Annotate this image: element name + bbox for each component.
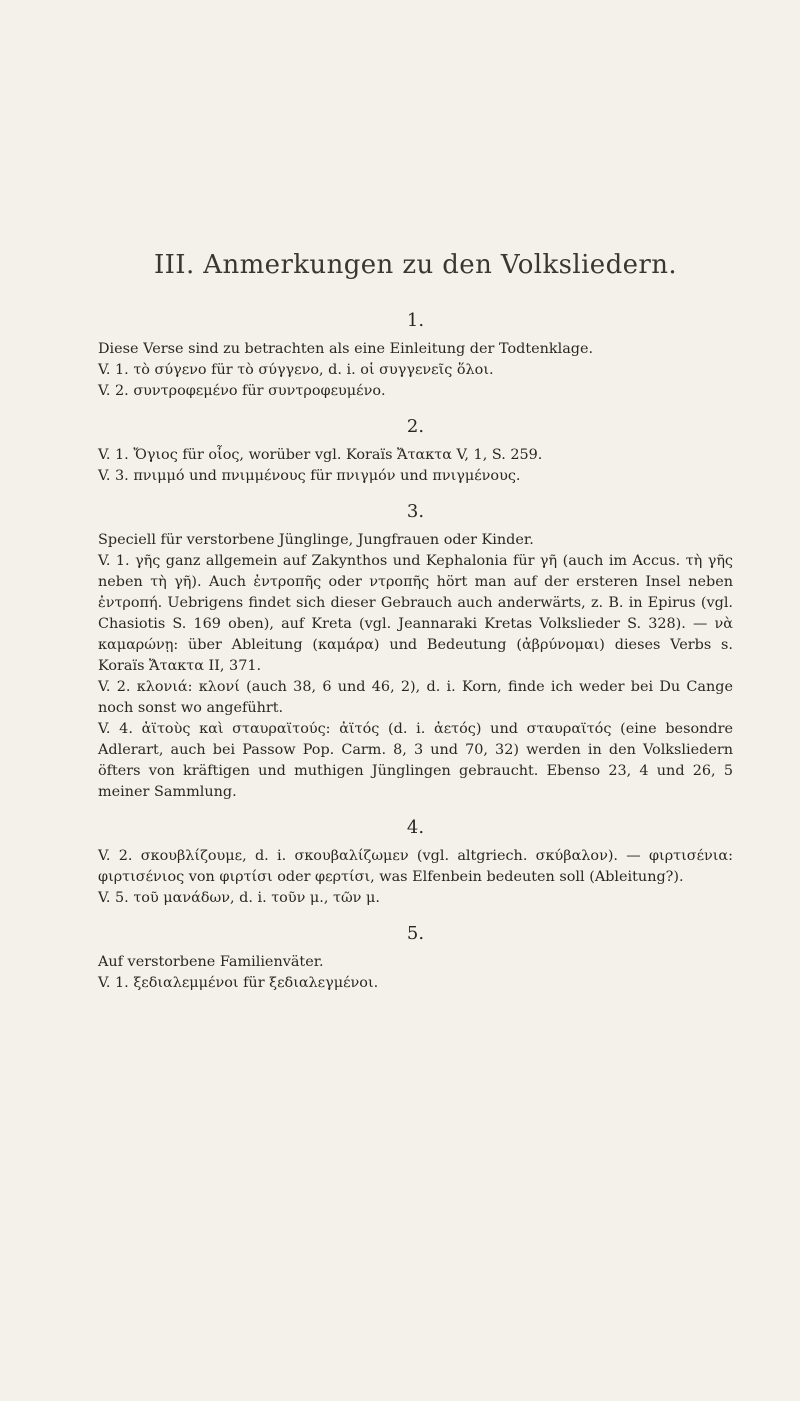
section-3 bbox=[98, 501, 733, 803]
section-2 bbox=[98, 416, 733, 487]
section-5 bbox=[98, 923, 733, 994]
section-1 bbox=[98, 310, 733, 402]
verse-note: V. 4. ἀϊτοὺς καὶ σταυραϊτούς: ἀϊτός (d. i. ἀετός) und σταυραϊτός (eine besondre Adlerart, auch bei Passow Pop. Carm. 8, 3 und 70, 32) werden in den Volksliedern öfters von kräftigen und muthigen Jünglingen gebraucht. Ebenso 23, 4 und 26, 5 meiner Sammlung. bbox=[98, 721, 733, 800]
paragraph: Diese Verse sind zu betrachten als eine Einleitung der Todtenklage. bbox=[98, 341, 594, 357]
section-number: 2. bbox=[406, 416, 425, 437]
chapter-title: III. Anmerkungen zu den Volksliedern. bbox=[153, 250, 678, 280]
verse-note: V. 1. τὸ σύγενο für τὸ σύγγενο, d. i. οἱ συγγενεῖς ὅλοι. bbox=[98, 362, 494, 378]
verse-note: V. 1. γῆς ganz allgemein auf Zakynthos und Kephalonia für γῆ (auch im Accus. τὴ γῆς neben τὴ γῆ). Auch ἐντροπῆς oder ντροπῆς hört man auf der ersteren Insel neben ἐντροπή. Uebrigens findet sich dieser Gebrauch auch anderwärts, z. B. in Epirus (vgl. Chasiotis S. 169 oben), auf Kreta (vgl. Jeannaraki Kretas Volkslieder S. 328). — νὰ καμαρώνῃ: über Ableitung (καμάρα) und Bedeutung (ἀβρύνομαι) dieses Verbs s. Koraïs Ἄτακτα II, 371. bbox=[98, 553, 733, 674]
verse-note: V. 2. κλονιά: κλονί (auch 38, 6 und 46, 2), d. i. Korn, finde ich weder bei Du Cange noch sonst wo angeführt. bbox=[98, 679, 733, 716]
verse-note: V. 2. συντροφεμένο für συντροφευμένο. bbox=[98, 383, 386, 399]
verse-note: V. 1. ξεδιαλεμμένοι für ξεδιαλεγμένοι. bbox=[98, 975, 379, 991]
section-4 bbox=[98, 817, 733, 909]
verse-note: V. 1. Ὄγιος für οἷος, worüber vgl. Koraïs Ἄτακτα V, 1, S. 259. bbox=[98, 447, 543, 463]
paragraph: Speciell für verstorbene Jünglinge, Jungfrauen oder Kinder. bbox=[98, 532, 534, 548]
verse-note: V. 2. σκουβλίζουμε, d. i. σκουβαλίζωμεν (vgl. altgriech. σκύβαλον). — φιρτισένια: φιρτισένιος von φιρτίσι oder φερτίσι, was Elfenbein bedeuten soll (Ableitung?). bbox=[98, 848, 733, 885]
section-number: 4. bbox=[406, 817, 425, 838]
page-content bbox=[98, 250, 733, 998]
paragraph: Auf verstorbene Familienväter. bbox=[98, 954, 324, 970]
section-number: 1. bbox=[406, 310, 425, 331]
section-number: 5. bbox=[406, 923, 425, 944]
section-number: 3. bbox=[406, 501, 425, 522]
verse-note: V. 5. τοῦ μανάδων, d. i. τοῦν μ., τῶν μ. bbox=[98, 890, 380, 906]
verse-note: V. 3. πνιμμό und πνιμμένους für πνιγμόν und πνιγμένους. bbox=[98, 468, 521, 484]
